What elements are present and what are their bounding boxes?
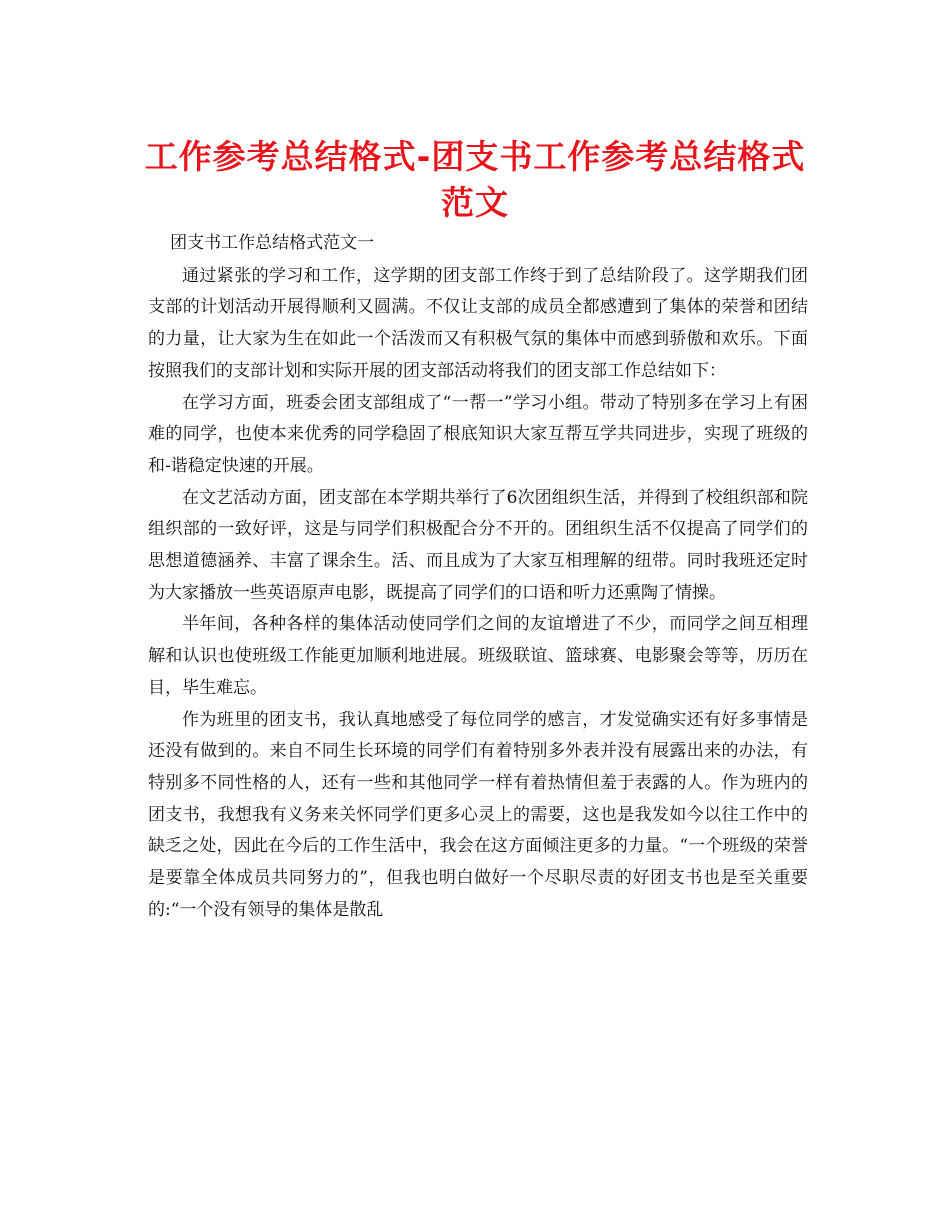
document-title: 工作参考总结格式-团支书工作参考总结格式范文	[144, 137, 806, 222]
paragraph-reflection: 作为班里的团支书，我认真地感受了每位同学的感言，才发觉确实还有好多事情是还没有做到的。来自不同生长环境的同学们有着特别多外表并没有展露出来的办法，有特别多不同性格的人，还有一些和其他同学一样有着热情但羞于表露的人。作为班内的团支书，我想我有义务来关怀同学们更多心灵上的需要，这也是我发如今以往工作中的缺乏之处，因此在今后的工作生活中，我会在这方面倾注更多的力量。“一个班级的荣誉是要靠全体成员共同努力的”，但我也明白做好一个尽职尽责的好团支书也是至关重要的:“一个没有领导的集体是散乱	[148, 709, 808, 920]
paragraph-friendship: 半年间，各种各样的集体活动使同学们之间的友谊增进了不少，而同学之间互相理解和认识也使班级工作能更加顺利地进展。班级联谊、篮球赛、电影聚会等等，历历在目，毕生难忘。	[148, 614, 808, 698]
document-body	[148, 228, 808, 926]
section-heading: 团支书工作总结格式范文一	[170, 233, 375, 253]
paragraph-activities: 在文艺活动方面，团支部在本学期共举行了6次团组织生活，并得到了校组织部和院组织部的一致好评，这是与同学们积极配合分不开的。团组织生活不仅提高了同学们的思想道德涵养、丰富了课余生。活、而且成为了大家互相理解的纽带。同时我班还定时为大家播放一些英语原声电影，既提高了同学们的口语和听力还熏陶了情操。	[148, 487, 808, 603]
paragraph-study: 在学习方面，班委会团支部组成了“一帮一”学习小组。带动了特别多在学习上有困难的同学，也使本来优秀的同学稳固了根底知识大家互帮互学共同进步，实现了班级的和-谐稳定快速的开展。	[148, 392, 808, 476]
paragraph-intro: 通过紧张的学习和工作，这学期的团支部工作终于到了总结阶段了。这学期我们团支部的计划活动开展得顺利又圆满。不仅让支部的成员全都感遭到了集体的荣誉和团结的力量，让大家为生在如此一个活泼而又有积极气氛的集体中而感到骄傲和欢乐。下面按照我们的支部计划和实际开展的团支部活动将我们的团支部工作总结如下：	[148, 265, 808, 381]
